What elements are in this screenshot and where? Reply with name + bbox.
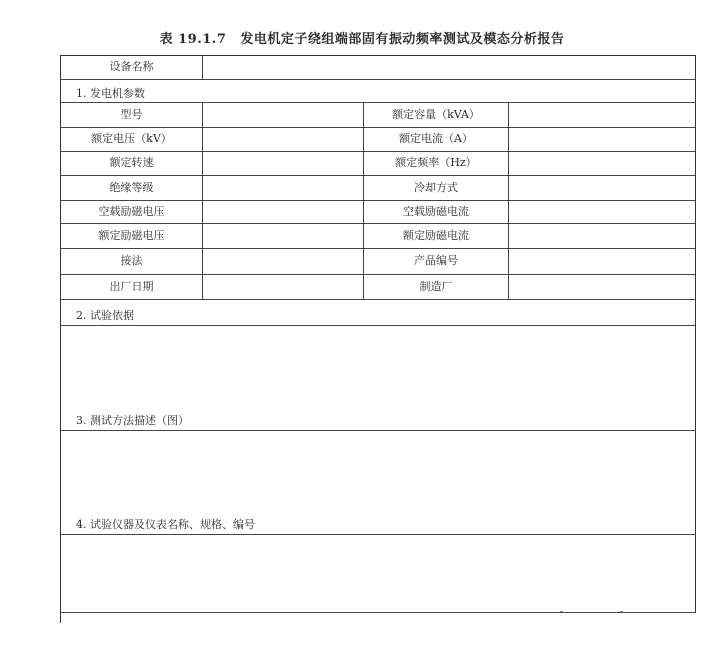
param-label: 额定励磁电压 bbox=[98, 229, 165, 242]
device-name-label: 设备名称 bbox=[109, 60, 154, 73]
row-divider bbox=[60, 223, 696, 224]
column-divider bbox=[202, 102, 203, 300]
param-label: 额定频率（Hz） bbox=[395, 156, 477, 169]
row-divider bbox=[60, 612, 696, 613]
row-divider bbox=[60, 534, 696, 535]
param-label: 空载励磁电压 bbox=[98, 205, 165, 218]
row-divider bbox=[60, 274, 696, 275]
column-divider bbox=[363, 102, 364, 300]
param-label: 产品编号 bbox=[414, 254, 458, 267]
row-divider bbox=[60, 430, 696, 431]
form-right-border bbox=[695, 55, 696, 613]
row-divider bbox=[60, 102, 696, 103]
param-label: 额定励磁电流 bbox=[403, 229, 469, 242]
scan-speck bbox=[620, 611, 623, 612]
section-4-heading: 4. 试验仪器及仪表名称、规格、编号 bbox=[76, 518, 255, 531]
column-divider bbox=[202, 55, 203, 79]
param-label: 额定转速 bbox=[109, 156, 154, 169]
table-title bbox=[0, 28, 724, 47]
section-2-heading: 2. 试验依据 bbox=[76, 309, 134, 322]
form-top-border bbox=[60, 55, 696, 56]
param-label: 出厂日期 bbox=[109, 280, 154, 293]
column-divider bbox=[508, 102, 509, 300]
section-3-heading: 3. 测试方法描述（图） bbox=[76, 414, 189, 427]
row-divider bbox=[60, 79, 696, 80]
row-divider bbox=[60, 127, 696, 128]
param-label: 空载励磁电流 bbox=[403, 205, 469, 218]
table-title-text: 发电机定子绕组端部固有振动频率测试及模态分析报告 bbox=[240, 32, 565, 47]
param-label: 型号 bbox=[120, 108, 143, 121]
row-divider bbox=[60, 325, 696, 326]
row-divider bbox=[60, 299, 696, 300]
param-label: 额定容量（kVA） bbox=[392, 108, 480, 121]
section-1-heading: 1. 发电机参数 bbox=[76, 87, 145, 100]
row-divider bbox=[60, 200, 696, 201]
param-label: 额定电流（A） bbox=[399, 132, 473, 145]
param-label: 额定电压（kV） bbox=[91, 132, 172, 145]
scan-speck bbox=[560, 611, 563, 612]
param-label: 制造厂 bbox=[419, 280, 453, 293]
param-label: 接法 bbox=[120, 254, 143, 267]
param-label: 冷却方式 bbox=[414, 181, 458, 194]
row-divider bbox=[60, 175, 696, 176]
table-number: 表 19.1.7 bbox=[159, 32, 227, 47]
row-divider bbox=[60, 151, 696, 152]
row-divider bbox=[60, 248, 696, 249]
param-label: 绝缘等级 bbox=[109, 181, 154, 194]
report-form bbox=[60, 55, 696, 625]
